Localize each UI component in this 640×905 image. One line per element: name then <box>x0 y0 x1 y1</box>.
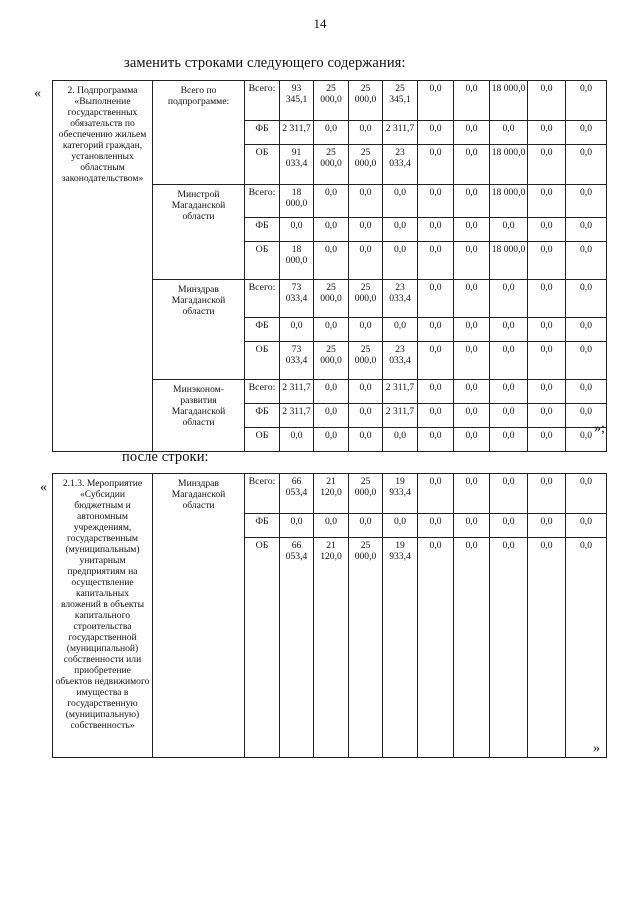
value-cell: 0,0 <box>490 318 528 342</box>
value-cell: 66 053,4 <box>280 538 314 758</box>
value-cell: 73 033,4 <box>280 342 314 380</box>
funding-type-cell: ФБ <box>245 318 280 342</box>
value-cell: 0,0 <box>280 218 314 242</box>
value-cell: 0,0 <box>349 514 383 538</box>
quote-open-1: « <box>34 86 41 101</box>
funding-type-cell: ОБ <box>245 428 280 452</box>
value-cell: 19 933,4 <box>383 538 418 758</box>
value-cell: 21 120,0 <box>314 474 349 514</box>
value-cell: 0,0 <box>418 145 454 185</box>
value-cell: 0,0 <box>418 121 454 145</box>
value-cell: 23 033,4 <box>383 342 418 380</box>
value-cell: 0,0 <box>418 474 454 514</box>
value-cell: 0,0 <box>490 538 528 758</box>
organization-cell: Всего по подпрограмме: <box>153 81 245 185</box>
value-cell: 0,0 <box>454 280 490 318</box>
value-cell: 0,0 <box>490 404 528 428</box>
value-cell: 0,0 <box>418 81 454 121</box>
funding-type-cell: Всего: <box>245 380 280 404</box>
value-cell: 0,0 <box>490 380 528 404</box>
value-cell: 0,0 <box>418 514 454 538</box>
value-cell: 25 000,0 <box>314 145 349 185</box>
value-cell: 0,0 <box>383 242 418 280</box>
page-number: 14 <box>313 16 327 31</box>
value-cell: 0,0 <box>566 474 607 514</box>
value-cell: 0,0 <box>454 81 490 121</box>
value-cell: 0,0 <box>566 404 607 428</box>
measure-table <box>52 473 607 758</box>
value-cell: 0,0 <box>280 318 314 342</box>
value-cell: 0,0 <box>454 242 490 280</box>
organization-cell: Минэконом-развития Магаданской области <box>153 380 245 452</box>
value-cell: 0,0 <box>418 242 454 280</box>
intro-text: заменить строками следующего содержания: <box>124 55 406 71</box>
value-cell: 18 000,0 <box>490 145 528 185</box>
value-cell: 0,0 <box>418 185 454 218</box>
value-cell: 25 000,0 <box>314 342 349 380</box>
value-cell: 0,0 <box>383 318 418 342</box>
value-cell: 18 000,0 <box>490 81 528 121</box>
value-cell: 19 933,4 <box>383 474 418 514</box>
value-cell: 0,0 <box>528 280 566 318</box>
value-cell: 0,0 <box>349 242 383 280</box>
quote-close-2: » <box>593 741 600 756</box>
funding-type-cell: ФБ <box>245 121 280 145</box>
value-cell: 0,0 <box>349 318 383 342</box>
value-cell: 0,0 <box>528 342 566 380</box>
funding-type-cell: ОБ <box>245 538 280 758</box>
value-cell: 25 000,0 <box>349 474 383 514</box>
value-cell: 0,0 <box>490 121 528 145</box>
value-cell: 23 033,4 <box>383 145 418 185</box>
value-cell: 0,0 <box>418 380 454 404</box>
organization-cell: Минздрав Магаданской области <box>153 280 245 380</box>
funding-type-cell: Всего: <box>245 280 280 318</box>
value-cell: 0,0 <box>383 428 418 452</box>
value-cell: 18 000,0 <box>490 242 528 280</box>
value-cell: 0,0 <box>314 514 349 538</box>
value-cell: 0,0 <box>566 318 607 342</box>
value-cell: 0,0 <box>418 404 454 428</box>
value-cell: 0,0 <box>383 514 418 538</box>
value-cell: 0,0 <box>528 242 566 280</box>
value-cell: 25 000,0 <box>349 280 383 318</box>
value-cell: 2 311,7 <box>280 404 314 428</box>
value-cell: 0,0 <box>528 474 566 514</box>
funding-type-cell: ОБ <box>245 145 280 185</box>
value-cell: 2 311,7 <box>383 121 418 145</box>
funding-type-cell: Всего: <box>245 474 280 514</box>
value-cell: 23 033,4 <box>383 280 418 318</box>
value-cell: 0,0 <box>454 380 490 404</box>
table-row <box>53 474 607 514</box>
measure-name-cell: 2.1.3. Мероприятие «Субсидии бюджетным и автономным учреждениям, государственным (муниципальным) унитарным предприятиям на осуществление капитальных вложений в объекты капитального строительства государственной (муниципальной) собственности или приобретение объектов недвижимого имущества в государственную (муниципальную) собственность» <box>53 474 153 758</box>
value-cell: 18 000,0 <box>280 242 314 280</box>
after-text: после строки: <box>122 449 209 465</box>
value-cell: 0,0 <box>314 380 349 404</box>
value-cell: 0,0 <box>454 538 490 758</box>
value-cell: 25 345,1 <box>383 81 418 121</box>
table-row <box>53 81 607 121</box>
value-cell: 0,0 <box>528 514 566 538</box>
value-cell: 0,0 <box>314 121 349 145</box>
value-cell: 0,0 <box>454 318 490 342</box>
value-cell: 0,0 <box>383 218 418 242</box>
value-cell: 25 000,0 <box>349 538 383 758</box>
value-cell: 0,0 <box>314 404 349 428</box>
value-cell: 0,0 <box>566 218 607 242</box>
value-cell: 0,0 <box>349 121 383 145</box>
funding-type-cell: ОБ <box>245 242 280 280</box>
organization-cell: Минстрой Магаданской области <box>153 185 245 280</box>
value-cell: 0,0 <box>454 185 490 218</box>
value-cell: 0,0 <box>454 145 490 185</box>
value-cell: 2 311,7 <box>383 380 418 404</box>
value-cell: 0,0 <box>418 218 454 242</box>
value-cell: 0,0 <box>566 81 607 121</box>
subprogram-table <box>52 80 607 452</box>
value-cell: 0,0 <box>314 428 349 452</box>
funding-type-cell: ОБ <box>245 342 280 380</box>
value-cell: 25 000,0 <box>349 342 383 380</box>
value-cell: 25 000,0 <box>314 280 349 318</box>
value-cell: 0,0 <box>314 242 349 280</box>
quote-open-2: « <box>40 480 47 495</box>
value-cell: 66 053,4 <box>280 474 314 514</box>
funding-type-cell: ФБ <box>245 514 280 538</box>
value-cell: 0,0 <box>566 538 607 758</box>
quote-close-1: »; <box>594 421 605 436</box>
value-cell: 0,0 <box>454 342 490 380</box>
value-cell: 0,0 <box>418 538 454 758</box>
value-cell: 0,0 <box>566 121 607 145</box>
value-cell: 25 000,0 <box>349 81 383 121</box>
value-cell: 0,0 <box>528 318 566 342</box>
value-cell: 0,0 <box>566 185 607 218</box>
value-cell: 0,0 <box>454 404 490 428</box>
value-cell: 0,0 <box>528 185 566 218</box>
value-cell: 0,0 <box>490 514 528 538</box>
funding-type-cell: ФБ <box>245 218 280 242</box>
value-cell: 0,0 <box>490 342 528 380</box>
value-cell: 0,0 <box>349 218 383 242</box>
value-cell: 0,0 <box>454 514 490 538</box>
funding-type-cell: Всего: <box>245 81 280 121</box>
value-cell: 73 033,4 <box>280 280 314 318</box>
value-cell: 0,0 <box>490 474 528 514</box>
value-cell: 21 120,0 <box>314 538 349 758</box>
value-cell: 0,0 <box>490 218 528 242</box>
value-cell: 0,0 <box>528 145 566 185</box>
funding-type-cell: ФБ <box>245 404 280 428</box>
value-cell: 25 000,0 <box>349 145 383 185</box>
value-cell: 91 033,4 <box>280 145 314 185</box>
value-cell: 0,0 <box>454 218 490 242</box>
value-cell: 0,0 <box>490 428 528 452</box>
value-cell: 2 311,7 <box>280 380 314 404</box>
value-cell: 0,0 <box>454 428 490 452</box>
value-cell: 0,0 <box>280 428 314 452</box>
value-cell: 93 345,1 <box>280 81 314 121</box>
organization-cell: Минздрав Магаданской области <box>153 474 245 758</box>
value-cell: 0,0 <box>280 514 314 538</box>
value-cell: 0,0 <box>566 428 607 452</box>
value-cell: 0,0 <box>528 404 566 428</box>
value-cell: 18 000,0 <box>280 185 314 218</box>
value-cell: 0,0 <box>528 380 566 404</box>
value-cell: 0,0 <box>349 185 383 218</box>
value-cell: 0,0 <box>418 428 454 452</box>
value-cell: 0,0 <box>528 121 566 145</box>
value-cell: 0,0 <box>383 185 418 218</box>
value-cell: 0,0 <box>418 342 454 380</box>
value-cell: 2 311,7 <box>280 121 314 145</box>
value-cell: 0,0 <box>314 185 349 218</box>
value-cell: 0,0 <box>490 280 528 318</box>
value-cell: 0,0 <box>454 474 490 514</box>
value-cell: 18 000,0 <box>490 185 528 218</box>
value-cell: 0,0 <box>314 218 349 242</box>
value-cell: 2 311,7 <box>383 404 418 428</box>
value-cell: 0,0 <box>566 280 607 318</box>
value-cell: 0,0 <box>566 145 607 185</box>
value-cell: 25 000,0 <box>314 81 349 121</box>
value-cell: 0,0 <box>528 218 566 242</box>
value-cell: 0,0 <box>349 380 383 404</box>
value-cell: 0,0 <box>418 280 454 318</box>
value-cell: 0,0 <box>566 514 607 538</box>
value-cell: 0,0 <box>454 121 490 145</box>
funding-type-cell: Всего: <box>245 185 280 218</box>
value-cell: 0,0 <box>566 242 607 280</box>
value-cell: 0,0 <box>566 342 607 380</box>
value-cell: 0,0 <box>349 428 383 452</box>
value-cell: 0,0 <box>528 81 566 121</box>
value-cell: 0,0 <box>349 404 383 428</box>
program-name-cell: 2. Подпрограмма «Выполнение государственных обязательств по обеспечению жильем категорий граждан, установленных областным законодательством» <box>53 81 153 452</box>
value-cell: 0,0 <box>528 428 566 452</box>
value-cell: 0,0 <box>314 318 349 342</box>
value-cell: 0,0 <box>566 380 607 404</box>
value-cell: 0,0 <box>528 538 566 758</box>
value-cell: 0,0 <box>418 318 454 342</box>
